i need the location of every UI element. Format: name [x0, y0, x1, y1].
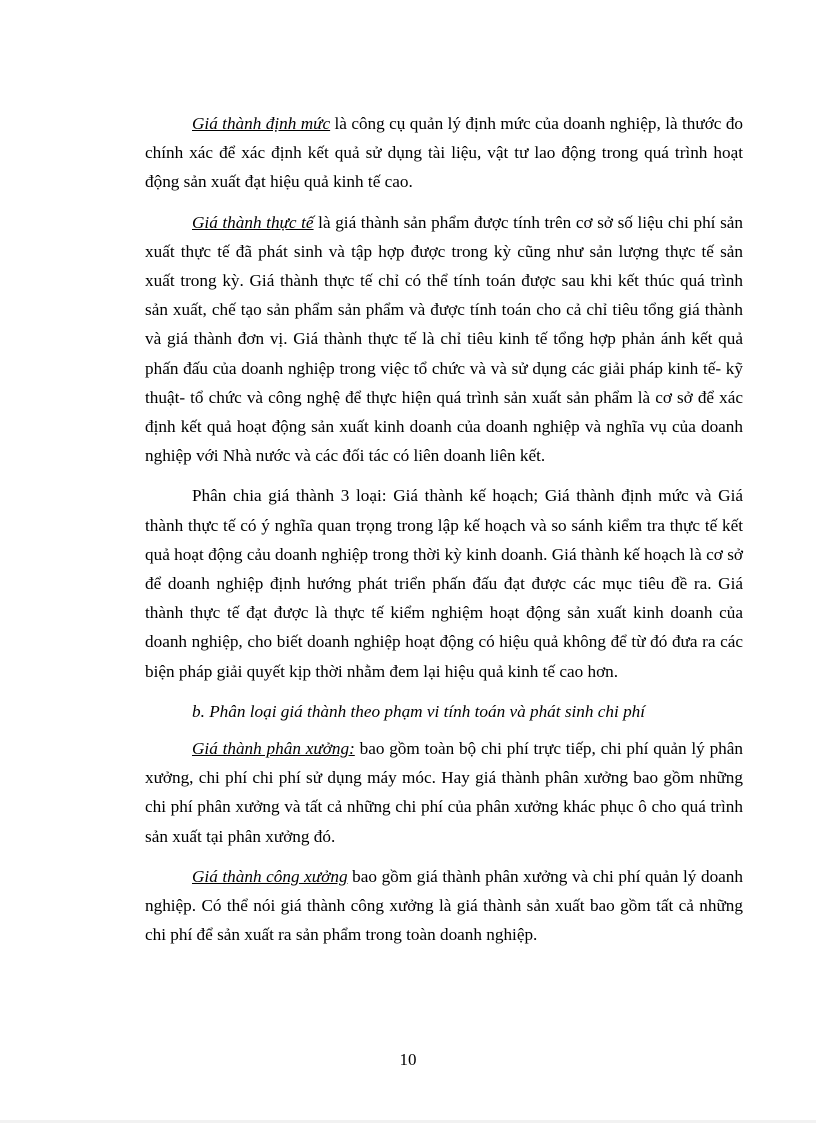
- term-gia-thanh-cong-xuong: Giá thành công xưởng: [192, 866, 348, 886]
- paragraph-phan-chia: [145, 481, 743, 685]
- paragraph-phan-xuong: [145, 734, 743, 851]
- paragraph-cong-xuong: [145, 862, 743, 950]
- paragraph-thuc-te: [145, 208, 743, 471]
- page-number: 10: [399, 1050, 417, 1069]
- term-gia-thanh-dinh-muc: Giá thành định mức: [192, 114, 331, 133]
- paragraph-text: Phân chia giá thành 3 loại: Giá thành kế hoạch; Giá thành định mức và Giá thành thực tế có ý nghĩa quan trọng trong lập kế hoạch và so sánh kiểm tra thực tế kết quả hoạt động cảu doanh nghiệp trong thời kỳ kinh doanh. Giá thành kế hoạch là cơ sở để doanh nghiệp định hướng phát triển phấn đấu đạt được các mục tiêu đề ra. Giá thành thực tế đạt được là thực tế kiểm nghiệm hoạt động sản xuất kinh doanh của doanh nghiệp, cho biết doanh nghiệp hoạt động có hiệu quả không để từ đó đưa ra các biện pháp giải quyết kịp thời nhằm đem lại hiệu quả kinh tế cao hơn.: [145, 486, 743, 681]
- page-body: [145, 109, 743, 960]
- term-gia-thanh-thuc-te: Giá thành thực tế: [192, 212, 314, 232]
- section-heading-text: b. Phân loại giá thành theo phạm vi tính toán và phát sinh chi phí: [192, 701, 646, 721]
- paragraph-text: là giá thành sản phẩm được tính trên cơ sở số liệu chi phí sản xuất thực tế đã phát sinh và tập hợp được trong kỳ cũng như sản lượng thực tế sản xuất trong kỳ. Giá thành thực tế chỉ có thể tính toán được sau khi kết thúc quá trình sản xuất, chế tạo sản phẩm sản phẩm và được tính toán cho cả chỉ tiêu tổng giá thành và giá thành đơn vị. Giá thành thực tế là chỉ tiêu kinh tế tổng hợp phản ánh kết quả phấn đấu của doanh nghiệp trong việc tổ chức và và sử dụng các giải pháp kinh tế- kỹ thuật- tổ chức và công nghệ để thực hiện quá trình sản xuất sản phẩm là cơ sở để xác định kết quả hoạt động sản xuất kinh doanh của doanh nghiệp và nghĩa vụ của doanh nghiệp với Nhà nước và các đối tác có liên doanh liên kết.: [145, 212, 743, 466]
- paragraph-text: bao gồm toàn bộ chi phí trực tiếp, chi phí quản lý phân xưởng, chi phí chi phí sử dụng máy móc. Hay giá thành phân xưởng bao gồm những chi phí phân xưởng và tất cả những chi phí của phân xưởng khác phục ô cho quá trình sản xuất tại phân xưởng đó.: [145, 739, 743, 846]
- paragraph-text: là công cụ quản lý định mức của doanh nghiệp, là thước đo chính xác để xác định kết quả sử dụng tài liệu, vật tư lao động trong quá trình hoạt động sản xuất đạt hiệu quả kinh tế cao.: [145, 114, 744, 192]
- section-heading: [145, 697, 743, 726]
- term-gia-thanh-phan-xuong: Giá thành phân xưởng:: [192, 739, 355, 759]
- paragraph-dinh-muc: [145, 109, 743, 197]
- paragraph-text: bao gồm giá thành phân xưởng và chi phí quản lý doanh nghiệp. Có thể nói giá thành công xưởng là giá thành sản xuất bao gồm tất cả những chi phí để sản xuất ra sản phẩm trong toàn doanh nghiệp.: [145, 866, 743, 945]
